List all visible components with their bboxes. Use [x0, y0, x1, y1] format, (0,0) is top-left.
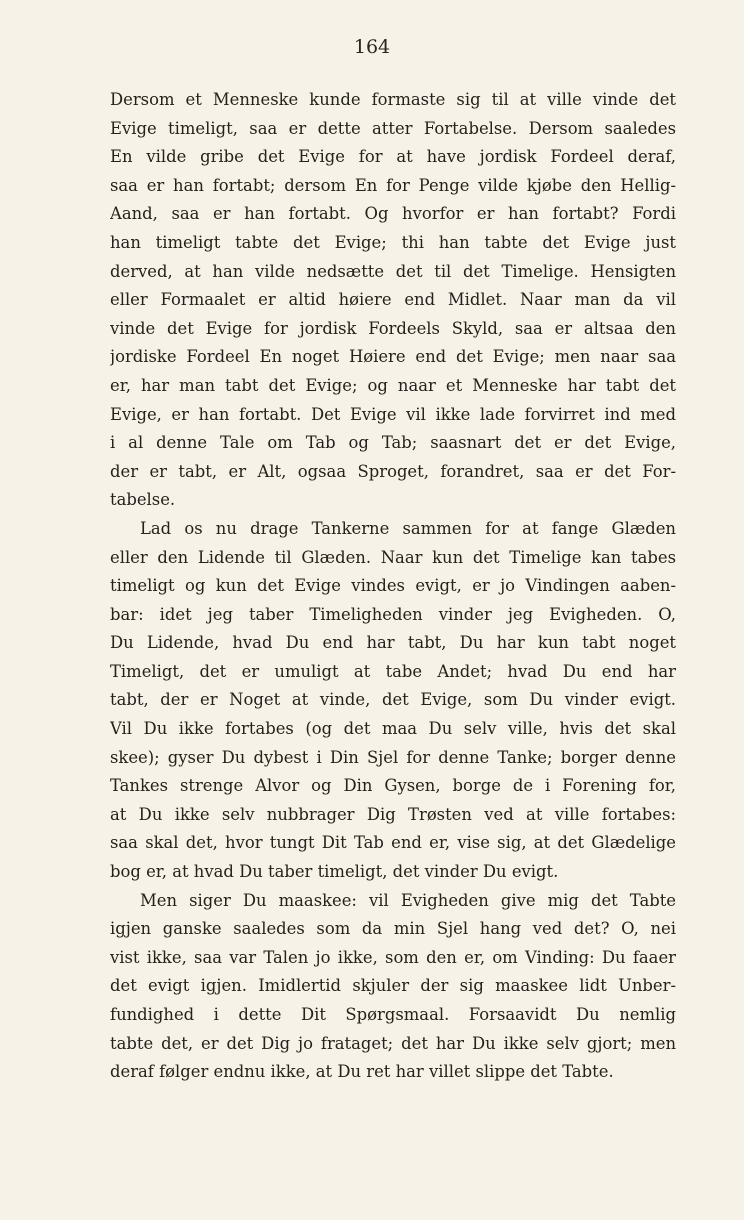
text-line: bog er, at hvad Du taber timeligt, det vinder Du evigt. [110, 862, 559, 882]
text-line: eller Formaalet er altid høiere end Midlet. Naar man da vil [110, 290, 676, 310]
text-line: Dersom et Menneske kunde formaste sig til at ville vinde det [110, 90, 676, 109]
text-line: deraf følger endnu ikke, at Du ret har villet slippe det Tabte. [110, 1062, 614, 1082]
text-line: vinde det Evige for jordisk Fordeels Skyld, saa er altsaa den [110, 318, 676, 338]
text-line: Evige timeligt, saa er dette atter Fortabelse. Dersom saaledes [110, 118, 676, 138]
text-line: Evige, er han fortabt. Det Evige vil ikke lade forvirret ind med [110, 404, 676, 424]
text-line: igjen ganske saaledes som da min Sjel hang ved det? O, nei [110, 919, 676, 939]
text-line: Vil Du ikke fortabes (og det maa Du selv ville, hvis det skal [110, 719, 676, 739]
text-line: bar: idet jeg taber Timeligheden vinder jeg Evigheden. O, [110, 604, 676, 624]
text-line: eller den Lidende til Glæden. Naar kun det Timelige kan tabes [110, 547, 676, 567]
text-line: Lad os nu drage Tankerne sammen for at fange Glæden [140, 518, 676, 538]
paragraph [110, 887, 676, 1087]
paragraph [110, 86, 676, 515]
text-line: Men siger Du maaskee: vil Evigheden give mig det Tabte [140, 890, 676, 910]
text-line: Du Lidende, hvad Du end har tabt, Du har kun tabt noget [110, 633, 676, 653]
text-line: derved, at han vilde nedsætte det til det Timelige. Hensigten [110, 261, 676, 281]
text-line: at Du ikke selv nubbrager Dig Trøsten ved at ville fortabes: [110, 804, 676, 824]
text-line: er, har man tabt det Evige; og naar et Menneske har tabt det [110, 375, 676, 395]
text-line: timeligt og kun det Evige vindes evigt, er jo Vindingen aaben- [110, 576, 676, 596]
text-line: skee); gyser Du dybest i Din Sjel for denne Tanke; borger denne [110, 747, 676, 767]
text-line: tabt, der er Noget at vinde, det Evige, som Du vinder evigt. [110, 690, 676, 710]
text-line: En vilde gribe det Evige for at have jordisk Fordeel deraf, [110, 147, 676, 167]
page-number: 164 [353, 36, 391, 58]
text-line: tabte det, er det Dig jo frataget; det har Du ikke selv gjort; men [110, 1033, 676, 1053]
text-line: det evigt igjen. Imidlertid skjuler der sig maaskee lidt Unber- [110, 976, 676, 996]
paragraph [110, 515, 676, 887]
body-text [110, 86, 676, 1087]
text-line: der er tabt, er Alt, ogsaa Sproget, forandret, saa er det For- [110, 461, 676, 481]
text-line: vist ikke, saa var Talen jo ikke, som den er, om Vinding: Du faaer [110, 947, 676, 967]
text-line: Timeligt, det er umuligt at tabe Andet; hvad Du end har [110, 661, 676, 681]
text-line: saa er han fortabt; dersom En for Penge vilde kjøbe den Hellig- [110, 175, 676, 195]
text-line: fundighed i dette Dit Spørgsmaal. Forsaavidt Du nemlig [110, 1005, 676, 1024]
text-line: Aand, saa er han fortabt. Og hvorfor er han fortabt? Fordi [110, 204, 676, 224]
text-line: jordiske Fordeel En noget Høiere end det Evige; men naar saa [110, 347, 676, 367]
text-line: tabelse. [110, 490, 176, 510]
text-line: i al denne Tale om Tab og Tab; saasnart det er det Evige, [110, 433, 676, 453]
text-line: saa skal det, hvor tungt Dit Tab end er, vise sig, at det Glædelige [110, 833, 676, 853]
text-line: han timeligt tabte det Evige; thi han tabte det Evige just [110, 232, 676, 252]
text-line: Tankes strenge Alvor og Din Gysen, borge de i Forening for, [110, 776, 676, 796]
